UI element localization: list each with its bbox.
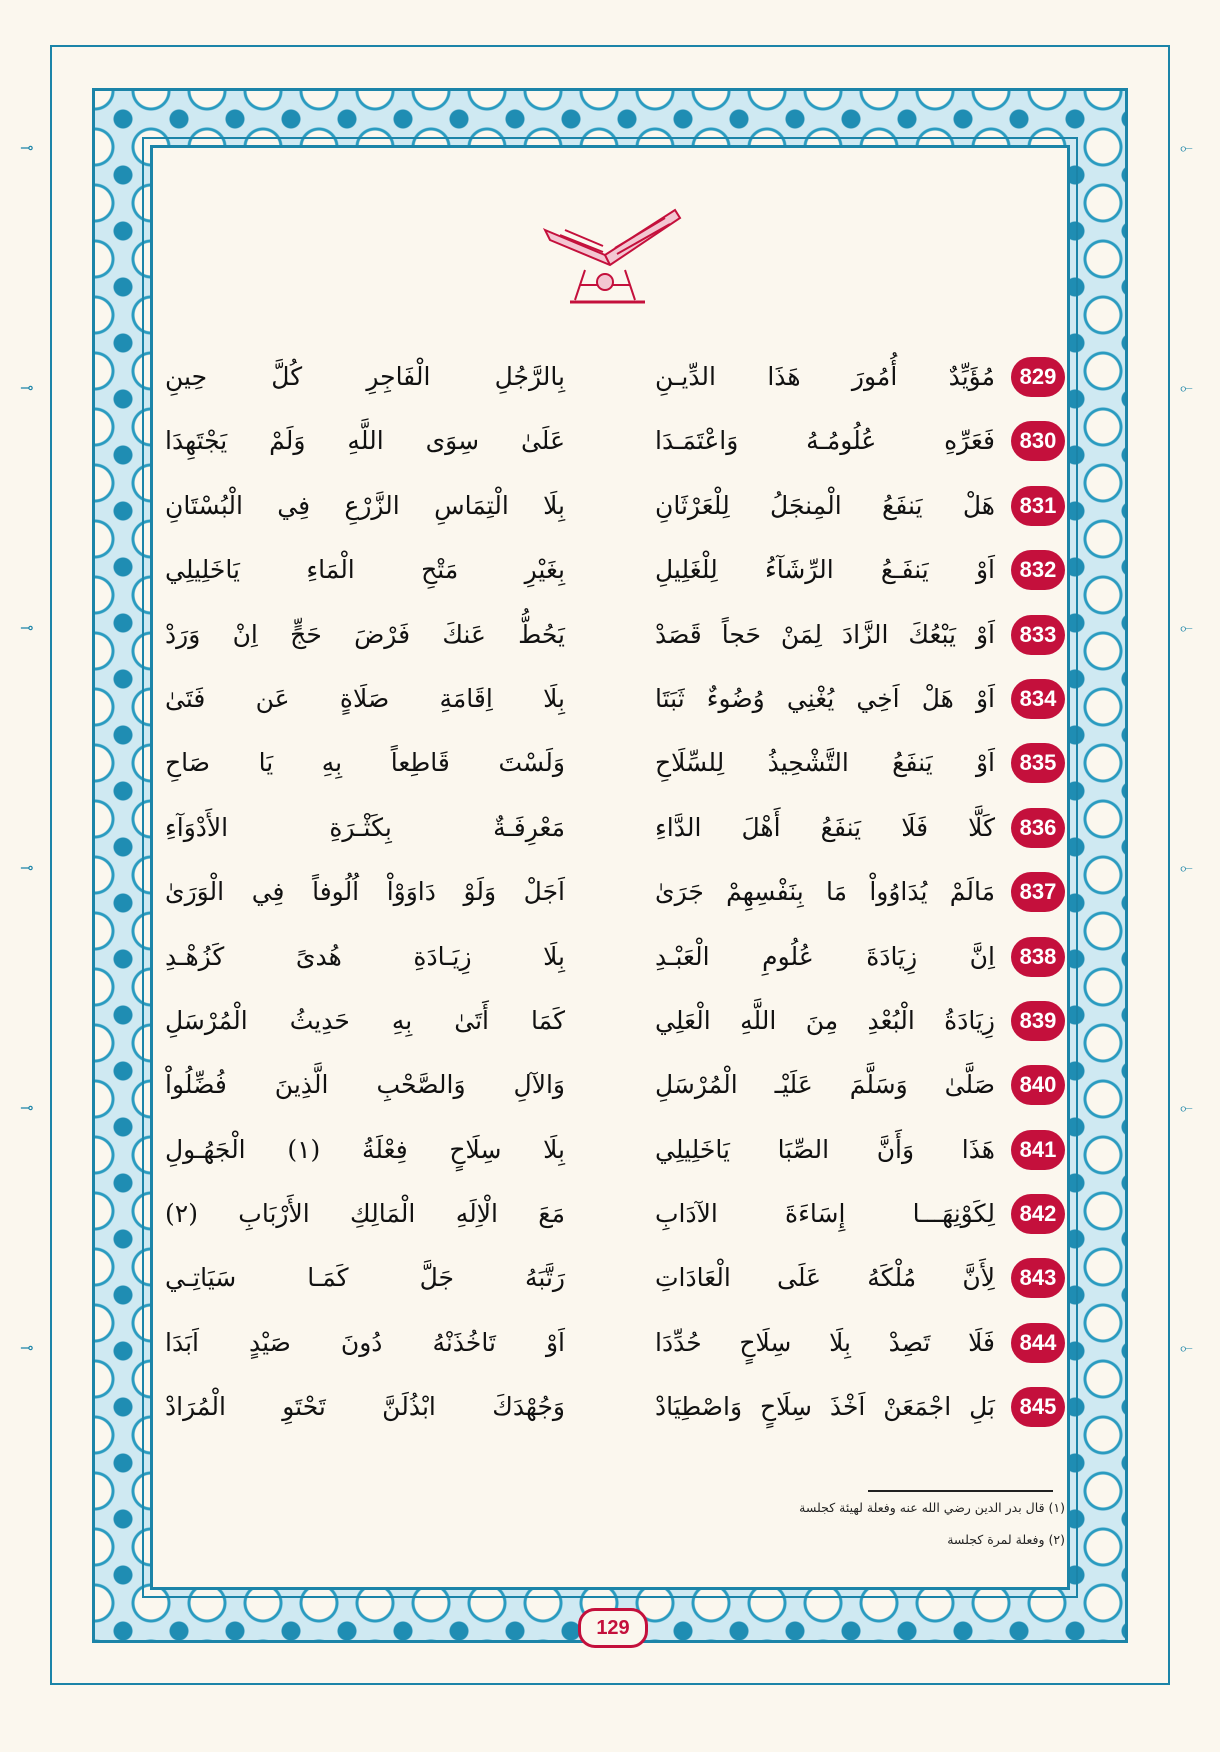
verse-first-hemistich: بَلِ اجْمَعَنْ اَخْذَ سِلَاحٍ وَاصْطِيَادْ — [655, 1392, 995, 1422]
verse-row — [160, 870, 1065, 934]
verse-first-hemistich: صَلَّىٰ وَسَلَّمَ عَلَيْـ الْمُرْسَلِ — [655, 1070, 995, 1100]
verse-first-hemistich: هَذَا وَأَنَّ الصِّبَا يَاخَلِيلِي — [655, 1134, 995, 1164]
tick-ornament: ⊸ — [20, 378, 34, 397]
tick-ornament: ⊸ — [20, 858, 34, 877]
verse-number-badge: 831 — [1011, 486, 1065, 526]
verse-row — [160, 741, 1065, 805]
verse-second-hemistich: وَلَسْتَ قَاطِعاً بِهِ يَا صَاحِ — [165, 748, 565, 778]
verse-second-hemistich: كَمَا أَتَىٰ بِهِ حَدِيثُ الْمُرْسَلِ — [165, 1005, 565, 1035]
verse-second-hemistich: بِلَا الْتِمَاسِ الزَّرْعِ فِي الْبُسْتَانِ — [165, 490, 565, 520]
verse-row — [160, 1192, 1065, 1256]
verse-second-hemistich: رَتَّبَهُ جَلَّ كَمَـا سَيَاتِـي — [165, 1263, 565, 1293]
verse-second-hemistich: وَالآلِ وَالصَّحْبِ الَّذِينَ فُضِّلُواْ — [165, 1070, 565, 1100]
tick-ornament: ⊸ — [20, 138, 34, 157]
verse-number-badge: 845 — [1011, 1387, 1065, 1427]
verse-row — [160, 1256, 1065, 1320]
verse-first-hemistich: مَالَمْ يُدَاوُواْ مَا بِنَفْسِهِمْ جَرَىٰ — [655, 877, 995, 907]
verse-row — [160, 548, 1065, 612]
verse-second-hemistich: عَلَىٰ سِوَى اللَّهِ وَلَمْ يَجْتَهِدَا — [165, 426, 565, 456]
verse-list — [160, 355, 1065, 1450]
verse-second-hemistich: يَحُطُّ عَنكَ فَرْضَ حَجٍّ اِنْ وَرَدْ — [165, 619, 565, 649]
tick-ornament: ⟜ — [1180, 618, 1193, 637]
verse-second-hemistich: بِلَا اِقَامَةِ صَلَاةٍ عَن فَتَىٰ — [165, 683, 565, 713]
verse-first-hemistich: اَوْ يَنفَـعُ الرِّشَآءُ لِلْغَلِيلِ — [655, 555, 995, 585]
verse-row — [160, 1063, 1065, 1127]
verse-number-badge: 832 — [1011, 550, 1065, 590]
verse-number-badge: 833 — [1011, 615, 1065, 655]
footnote-2: (٢) وفعلة لمرة كجلسة — [947, 1532, 1065, 1547]
verse-number-badge: 835 — [1011, 743, 1065, 783]
verse-first-hemistich: اَوْ هَلْ اَخِي يُغْنِي وُضُوءٌ ثَبَتَا — [655, 683, 995, 713]
verse-first-hemistich: لِكَوْنِهَـــا إِسَاءَةَ الآدَابِ — [655, 1199, 995, 1229]
verse-row — [160, 1385, 1065, 1449]
verse-row — [160, 935, 1065, 999]
footnote-rule — [868, 1490, 1053, 1492]
verse-number-badge: 839 — [1011, 1001, 1065, 1041]
tick-ornament: ⟜ — [1180, 1098, 1193, 1117]
verse-first-hemistich: لِأَنَّ مُلْكَهُ عَلَى الْعَادَاتِ — [655, 1263, 995, 1293]
verse-number-badge: 842 — [1011, 1194, 1065, 1234]
verse-row — [160, 613, 1065, 677]
verse-row — [160, 999, 1065, 1063]
verse-first-hemistich: كَلَّا فَلَا يَنفَعُ أَهْلَ الدَّاءِ — [655, 812, 995, 842]
verse-number-badge: 843 — [1011, 1258, 1065, 1298]
verse-second-hemistich: مَعَ الْاِلَهِ الْمَالِكِ الأَرْبَابِ (٢) — [165, 1199, 565, 1229]
verse-row — [160, 484, 1065, 548]
verse-number-badge: 834 — [1011, 679, 1065, 719]
verse-number-badge: 840 — [1011, 1065, 1065, 1105]
tick-ornament: ⟜ — [1180, 138, 1193, 157]
verse-second-hemistich: بِلَا سِلَاحٍ فِعْلَةُ (١) الْجَهُـولِ — [165, 1134, 565, 1164]
verse-row — [160, 1128, 1065, 1192]
tick-ornament: ⟜ — [1180, 1338, 1193, 1357]
verse-second-hemistich: اَجَلْ وَلَوْ دَاوَوْاْ اُلُوفاً فِي الْوَرَىٰ — [165, 877, 565, 907]
verse-second-hemistich: بِالرَّجُلِ الْفَاجِرِ كُلَّ حِينِ — [165, 362, 565, 391]
tick-ornament: ⊸ — [20, 618, 34, 637]
verse-second-hemistich: وَجُهْدَكَ ابْذُلَنَّ تَحْتَوِ الْمُرَادْ — [165, 1392, 565, 1422]
verse-number-badge: 841 — [1011, 1130, 1065, 1170]
verse-number-badge: 838 — [1011, 937, 1065, 977]
verse-row — [160, 806, 1065, 870]
verse-second-hemistich: اَوْ تَاخُذَنْهُ دُونَ صَيْدٍ اَبَدَا — [165, 1327, 565, 1357]
verse-first-hemistich: زِيَادَةُ الْبُعْدِ مِنَ اللَّهِ الْعَلِي — [655, 1005, 995, 1035]
verse-second-hemistich: بِغَيْرِ مَتْحِ الْمَاءِ يَاخَلِيلِي — [165, 555, 565, 585]
verse-first-hemistich: اَوْ يَبْعُكَ الزَّادَ لِمَنْ حَجاً قَصَدْ — [655, 619, 995, 649]
open-book-icon — [535, 200, 685, 315]
verse-row — [160, 677, 1065, 741]
verse-row — [160, 1321, 1065, 1385]
verse-number-badge: 844 — [1011, 1323, 1065, 1363]
tick-ornament: ⊸ — [20, 1098, 34, 1117]
verse-row — [160, 419, 1065, 483]
verse-number-badge: 829 — [1011, 357, 1065, 397]
footnote-1: (١) قال بدر الدين رضي الله عنه وفعلة لهيئة كجلسة — [799, 1500, 1065, 1515]
verse-second-hemistich: مَعْرِفَـةٌ بِكَثْـرَةِ الأَدْوَآءِ — [165, 812, 565, 842]
page-number: 129 — [578, 1608, 648, 1648]
verse-first-hemistich: اِنَّ زِيَادَةَ عُلُومِ الْعَبْـدِ — [655, 941, 995, 971]
verse-number-badge: 830 — [1011, 421, 1065, 461]
verse-first-hemistich: اَوْ يَنفَعُ التَّشْحِيذُ لِلسِّلَاحِ — [655, 748, 995, 778]
verse-row — [160, 355, 1065, 419]
verse-first-hemistich: هَلْ يَنفَعُ الْمِنجَلُ لِلْعَرْثَانِ — [655, 490, 995, 520]
verse-first-hemistich: فَلَا تَصِدْ بِلَا سِلَاحٍ حُدِّدَا — [655, 1327, 995, 1357]
verse-number-badge: 837 — [1011, 872, 1065, 912]
verse-second-hemistich: بِلَا زِيَـادَةِ هُدىً كَزُهْـدِ — [165, 941, 565, 971]
verse-first-hemistich: فَعَرِّهِ عُلُومُـهُ وَاعْتَمَـدَا — [655, 426, 995, 456]
verse-number-badge: 836 — [1011, 808, 1065, 848]
verse-first-hemistich: مُؤَيِّدٌ أُمُورَ هَذَا الدِّيـنِ — [655, 362, 995, 391]
tick-ornament: ⟜ — [1180, 378, 1193, 397]
tick-ornament: ⟜ — [1180, 858, 1193, 877]
tick-ornament: ⊸ — [20, 1338, 34, 1357]
